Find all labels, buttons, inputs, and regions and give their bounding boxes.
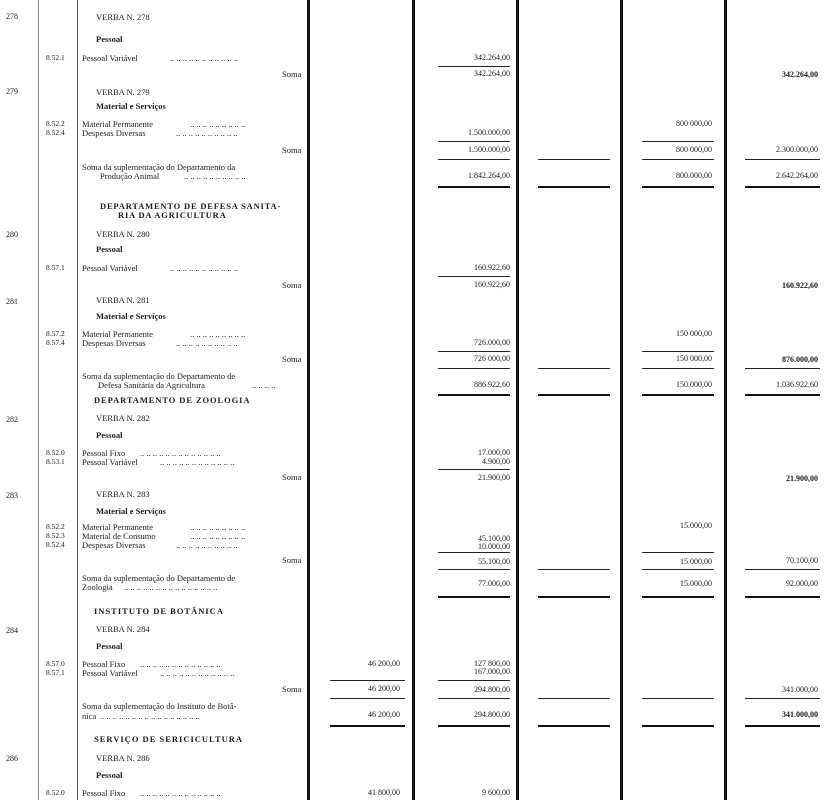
verba-title: VERBA N. 278 — [96, 12, 150, 22]
double-rule — [538, 596, 610, 598]
double-rule — [438, 596, 510, 598]
double-rule — [538, 394, 610, 396]
col-rule-4 — [412, 0, 415, 800]
item-label: Pessoal Variável — [82, 668, 138, 678]
section-heading: DEPARTAMENTO DE ZOOLOGIA — [94, 395, 251, 405]
subtotal-total: 92.000,00 — [786, 579, 818, 588]
item-code: 8.52.2 — [46, 522, 65, 531]
subtotal-label-line1: Soma da suplementação do Departamento de — [82, 573, 236, 583]
leader-dots: .. .. .. .. .. .. .. .. .. .. .. — [170, 53, 238, 63]
seq-number: 278 — [6, 12, 18, 21]
item-amount: 342.264,00 — [474, 53, 510, 62]
subtotal-amount: 15.000,00 — [680, 579, 712, 588]
soma-amount: 160.922,60 — [474, 280, 510, 289]
double-rule — [745, 725, 820, 727]
sum-rule — [745, 698, 820, 699]
item-label: Despesas Diversas — [82, 338, 146, 348]
double-rule — [745, 596, 820, 598]
soma-label: Soma — [282, 145, 302, 155]
seq-number: 281 — [6, 297, 18, 306]
sum-rule — [745, 159, 820, 160]
subtotal-label-line1: Soma da suplementação do Departamento de — [82, 371, 236, 381]
leader-dots: .. .. .. .. .. .. .. .. .. .. — [176, 338, 238, 348]
verba-title: VERBA N. 284 — [96, 624, 150, 634]
sum-rule — [642, 159, 714, 160]
sum-rule — [438, 552, 510, 553]
sum-rule — [745, 368, 820, 369]
subtotal-label-line2: nica — [82, 711, 97, 721]
soma-amount: 46 200,00 — [368, 684, 400, 693]
verba-title: VERBA N. 280 — [96, 229, 150, 239]
item-code: 8.52.0 — [46, 448, 65, 457]
verba-title: VERBA N. 286 — [96, 753, 150, 763]
soma-amount: 1.500.000,00 — [468, 145, 510, 154]
item-code: 8.57.1 — [46, 263, 65, 272]
soma-label: Soma — [282, 472, 302, 482]
leader-dots: .. .. .. .. .. .. .. .. .. — [190, 329, 246, 339]
sum-rule — [642, 552, 714, 553]
item-amount: 167.000,00 — [474, 667, 510, 676]
seq-number: 279 — [6, 87, 18, 96]
soma-total: 21.900,00 — [786, 474, 818, 483]
seq-number: 283 — [6, 491, 18, 500]
item-amount: 46 200,00 — [368, 659, 400, 668]
col-rule-3 — [307, 0, 310, 800]
group-heading: Pessoal — [96, 770, 123, 780]
sum-rule — [745, 569, 820, 570]
double-rule — [538, 725, 610, 727]
item-code: 8.52.3 — [46, 531, 65, 540]
soma-amount: 342.264,00 — [474, 69, 510, 78]
sum-rule — [642, 368, 714, 369]
sum-rule — [642, 351, 714, 352]
soma-amount: 726 000,00 — [474, 354, 510, 363]
double-rule — [642, 596, 714, 598]
leader-dots: .. .. .. .. .. .. .. .. .. .. .. .. — [160, 457, 235, 467]
subtotal-label-line2: Produção Animal — [100, 171, 160, 181]
sum-rule — [538, 698, 610, 699]
sum-rule — [438, 368, 510, 369]
double-rule — [745, 186, 820, 188]
sum-rule — [438, 66, 510, 67]
col-rule-2 — [77, 0, 78, 800]
leader-dots: .. .. .. .. .. .. .. .. .. .. .. — [170, 263, 238, 273]
soma-label: Soma — [282, 354, 302, 364]
leader-dots: .. .. .. .. .. .. .. .. .. .. — [176, 128, 238, 138]
item-label: Pessoal Fixo — [82, 659, 126, 669]
item-label: Pessoal Variável — [82, 53, 138, 63]
sum-rule — [330, 698, 405, 699]
item-label: Material Permanente — [82, 329, 154, 339]
item-amount: 160.922,60 — [474, 263, 510, 272]
soma-amount: 150 000,00 — [676, 354, 712, 363]
soma-total: 2.300.000,00 — [776, 145, 818, 154]
leader-dots: .. .. .. .. .. .. .. .. .. .. .. .. — [160, 668, 235, 678]
seq-number: 284 — [6, 626, 18, 635]
leader-dots: .. .. .. .. .. .. .. .. .. .. .. .. .. .. .. .. — [100, 711, 200, 721]
item-code: 8.52.0 — [46, 788, 65, 797]
section-heading: SERVIÇO DE SERICICULTURA — [94, 734, 244, 744]
sum-rule — [642, 569, 714, 570]
item-label: Despesas Diversas — [82, 128, 146, 138]
soma-amount: 55.100,00 — [478, 557, 510, 566]
leader-dots: .. .. .. .. — [252, 380, 276, 390]
sum-rule — [438, 569, 510, 570]
leader-dots: .. .. .. .. .. .. .. .. .. .. — [176, 540, 238, 550]
group-heading: Material e Serviços — [96, 311, 166, 321]
soma-label: Soma — [282, 684, 302, 694]
soma-total: 876.000,00 — [782, 355, 818, 364]
sum-rule — [438, 276, 510, 277]
soma-amount: 21.900,00 — [478, 473, 510, 482]
sum-rule — [642, 141, 714, 142]
leader-dots: .. .. .. .. .. .. .. .. .. — [190, 522, 246, 532]
subtotal-label-line2: Zoologia — [82, 582, 113, 592]
group-heading: Pessoal — [96, 34, 123, 44]
col-rule-5 — [516, 0, 519, 800]
item-amount: 1.500.000,00 — [468, 128, 510, 137]
verba-title: VERBA N. 283 — [96, 489, 150, 499]
soma-amount: 15 000,00 — [680, 557, 712, 566]
leader-dots: .. .. .. .. .. .. .. .. .. .. — [184, 171, 246, 181]
soma-amount: 294.800,00 — [474, 685, 510, 694]
leader-dots: .. .. .. .. .. .. .. .. .. .. .. .. .. — [140, 788, 221, 798]
leader-dots: .. .. .. .. .. .. .. .. .. — [190, 531, 246, 541]
seq-number: 282 — [6, 415, 18, 424]
soma-total: 341.000,00 — [782, 685, 818, 694]
item-code: 8.52.4 — [46, 540, 65, 549]
item-code: 8.57.4 — [46, 338, 65, 347]
double-rule — [438, 725, 510, 727]
soma-label: Soma — [282, 555, 302, 565]
subtotal-total: 1.036.922,60 — [776, 380, 818, 389]
subtotal-amount: 294.800,00 — [474, 710, 510, 719]
item-amount: 10.000,00 — [478, 542, 510, 551]
sum-rule — [538, 569, 610, 570]
item-amount: 17.000,00 — [478, 448, 510, 457]
subtotal-label-line1: Soma da suplementação do Departamento da — [82, 162, 236, 172]
soma-total: 160.922,60 — [782, 281, 818, 290]
item-label: Pessoal Variável — [82, 457, 138, 467]
subtotal-amount: 1.842.264,00 — [468, 171, 510, 180]
leader-dots: .. .. .. .. .. .. .. .. .. .. .. .. .. .. .. — [124, 582, 218, 592]
item-code: 8.57.1 — [46, 668, 65, 677]
leader-dots: .. .. .. .. .. .. .. .. .. .. .. .. .. — [140, 448, 221, 458]
double-rule — [438, 186, 510, 188]
double-rule — [330, 725, 405, 727]
subtotal-amount: 150.000,00 — [676, 380, 712, 389]
verba-title: VERBA N. 279 — [96, 87, 150, 97]
item-label: Material de Consumo — [82, 531, 156, 541]
col-rule-7 — [724, 0, 727, 800]
item-amount: 45.100,00 — [478, 534, 510, 543]
leader-dots: .. .. .. .. .. .. .. .. .. .. .. .. .. — [140, 659, 221, 669]
verba-title: VERBA N. 281 — [96, 295, 150, 305]
seq-number: 280 — [6, 230, 18, 239]
col-rule-1 — [38, 0, 39, 800]
sum-rule — [438, 141, 510, 142]
group-heading: Pessoal — [96, 430, 123, 440]
item-amount: 9 600,00 — [482, 788, 510, 797]
item-amount: 150 000,00 — [676, 329, 712, 338]
double-rule — [642, 725, 714, 727]
item-code: 8.57.0 — [46, 659, 65, 668]
item-label: Pessoal Fixo — [82, 788, 126, 798]
item-code: 8.52.2 — [46, 119, 65, 128]
item-label: Material Permanente — [82, 119, 154, 129]
soma-amount: 800 000,00 — [676, 145, 712, 154]
item-amount: 127 800,00 — [474, 659, 510, 668]
section-heading: INSTITUTO DE BOTÂNICA — [94, 606, 224, 616]
section-heading: RIA DA AGRICULTURA — [118, 210, 227, 220]
subtotal-amount: 77.000,00 — [478, 579, 510, 588]
double-rule — [745, 394, 820, 396]
subtotal-total: 341.000,00 — [782, 710, 818, 719]
item-code: 8.57.2 — [46, 329, 65, 338]
soma-total: 342.264,00 — [782, 70, 818, 79]
double-rule — [538, 186, 610, 188]
soma-label: Soma — [282, 280, 302, 290]
group-heading: Material e Serviços — [96, 506, 166, 516]
sum-rule — [538, 159, 610, 160]
double-rule — [438, 394, 510, 396]
sum-rule — [438, 159, 510, 160]
item-label: Pessoal Fixo — [82, 448, 126, 458]
item-code: 8.52.1 — [46, 53, 65, 62]
sum-rule — [642, 698, 714, 699]
sum-rule — [538, 368, 610, 369]
double-rule — [642, 186, 714, 188]
item-label: Material Permanente — [82, 522, 154, 532]
item-code: 8.53.1 — [46, 457, 65, 466]
soma-total: 70.100,00 — [786, 556, 818, 565]
double-rule — [642, 394, 714, 396]
sum-rule — [438, 351, 510, 352]
subtotal-label-line1: Soma da suplementação do Instituto de Botâ- — [82, 701, 237, 711]
item-label: Despesas Diversas — [82, 540, 146, 550]
subtotal-amount: 800.000,00 — [676, 171, 712, 180]
subtotal-amount: 46 200,00 — [368, 710, 400, 719]
item-code: 8.52.4 — [46, 128, 65, 137]
leader-dots: .. .. .. .. .. .. .. .. .. — [190, 119, 246, 129]
sum-rule — [330, 680, 405, 681]
subtotal-label-line2: Defesa Sanitária da Agricultura — [98, 380, 205, 390]
item-amount: 4.900,00 — [482, 457, 510, 466]
item-label: Pessoal Variável — [82, 263, 138, 273]
item-amount: 726.000,00 — [474, 338, 510, 347]
item-amount: 41 800,00 — [368, 788, 400, 797]
item-amount: 800 000,00 — [676, 119, 712, 128]
seq-number: 286 — [6, 754, 18, 763]
sum-rule — [438, 698, 510, 699]
soma-label: Soma — [282, 69, 302, 79]
subtotal-amount: 886.922,60 — [474, 380, 510, 389]
item-amount: 15.000,00 — [680, 521, 712, 530]
subtotal-total: 2.642.264,00 — [776, 171, 818, 180]
sum-rule — [438, 680, 510, 681]
group-heading: Pessoal — [96, 244, 123, 254]
group-heading: Material e Serviços — [96, 101, 166, 111]
verba-title: VERBA N. 282 — [96, 413, 150, 423]
sum-rule — [438, 469, 510, 470]
section-heading: DEPARTAMENTO DE DEFESA SANITA- — [100, 201, 282, 211]
group-heading: Pessoal — [96, 641, 123, 651]
